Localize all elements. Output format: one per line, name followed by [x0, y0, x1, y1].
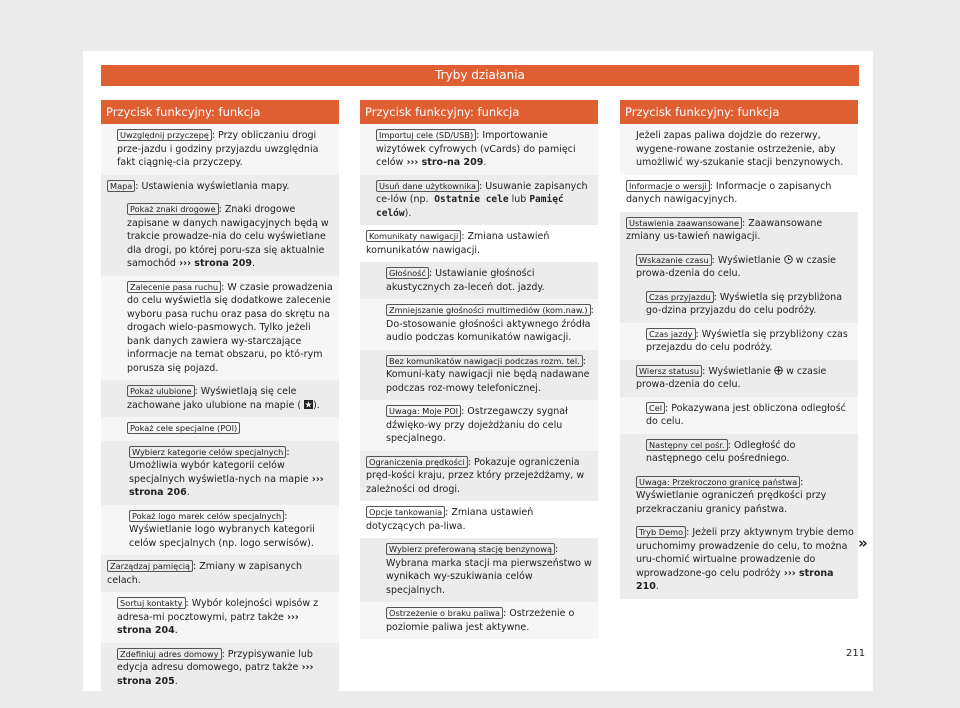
column-header: Przycisk funkcyjny: funkcja [101, 100, 339, 124]
table-row [360, 124, 598, 175]
function-key-label: Ostrzeżenie o braku paliwa [386, 607, 503, 619]
table-row [360, 451, 598, 502]
function-key-label: Zalecenie pasa ruchu [127, 281, 221, 293]
table-row [620, 323, 858, 360]
function-key-label: Wskazanie czasu [636, 254, 712, 266]
table-row [620, 471, 858, 522]
row-text: : Ustawienia wyświetlania mapy. [135, 180, 290, 192]
section-banner: Tryby działania [101, 65, 859, 86]
function-key-label: Usuń dane użytkownika [376, 180, 479, 192]
table-column-1 [101, 100, 339, 693]
table-row [360, 225, 598, 262]
column-header: Przycisk funkcyjny: funkcja [360, 100, 598, 124]
row-text: : Odległość do następnego celu pośredniego. [646, 439, 796, 464]
row-text-tail: ). [313, 399, 320, 411]
function-key-label: Ograniczenia prędkości [366, 456, 468, 468]
function-key-label: Pokaż cele specjalne (POI) [127, 422, 240, 434]
row-text: : Wyświetlanie [711, 254, 781, 266]
function-key-label: Ustawienia zaawansowane [626, 217, 742, 229]
row-text-tail: . [483, 157, 487, 168]
function-key-label: Uwaga: Moje POI [386, 405, 461, 417]
table-row [620, 124, 858, 175]
row-text-tail: w czasie prowa-dzenia do celu. [636, 365, 827, 390]
table-row [360, 501, 598, 538]
function-key-label: Zmniejszanie głośności multimediów (kom.naw.) [386, 304, 591, 316]
row-text: : Wyświetla się przybliżona go-dzina przyjazdu do celu podróży. [646, 291, 843, 316]
table-row [360, 400, 598, 451]
row-text: : Zmiana ustawień komunikatów nawigacji. [366, 231, 550, 256]
row-text: : Ostrzegawczy sygnał dźwięko-wy przy dojeżdżaniu do celu specjalnego. [386, 406, 568, 444]
row-text: : Przypisywanie lub edycja adresu domowego, patrz także [117, 648, 313, 673]
table-column-2 [360, 100, 598, 639]
table-row [360, 175, 598, 226]
function-key-label: Wybierz preferowaną stację benzynową [386, 543, 555, 555]
row-text: : Wyświetlają się cele zachowane jako ulubione na mapie ( [127, 386, 302, 411]
table-row [620, 521, 858, 599]
function-key-label: Importuj cele (SD/USB) [376, 129, 476, 141]
row-text: : Importowanie wizytówek cyfrowych (vCards) do pamięci celów [376, 130, 576, 168]
row-text: Jeżeli zapas paliwa dojdzie do rezerwy, wygene-rowane zostanie ostrzeżenie, aby umożliwić wy-szukanie stacji benzynowych. [636, 130, 844, 168]
function-key-label: Zdefiniuj adres domowy [117, 648, 222, 660]
table-row [101, 555, 339, 592]
table-row [360, 602, 598, 639]
row-text-tail: . [174, 675, 178, 687]
table-row [620, 175, 858, 212]
row-text: : Do-stosowanie głośności aktywnego źródła audio podczas komunikatów nawigacji. [386, 305, 594, 343]
table-row [101, 175, 339, 199]
table-rows [620, 124, 858, 599]
row-text: : Ustawianie głośności akustycznych za-leceń dot. jazdy. [386, 268, 545, 293]
table-row [101, 441, 339, 505]
page-reference[interactable]: ››› strona 210 [636, 567, 834, 592]
row-text: : Komuni-katy nawigacji nie będą nadawane podczas roz-mowy telefonicznej. [386, 355, 590, 394]
row-text: : Znaki drogowe zapisane w danych nawigacyjnych będą w trakcie prowadze-nia do celu wyświetlane dla drogi, po której poru-sza się aktualnie samochód [127, 204, 329, 269]
row-text: : Wybrana marka stacji ma pierwszeństwo w wynikach wy-szukiwania celów specjalnych. [386, 544, 592, 596]
table-row [360, 262, 598, 299]
clock-icon [781, 255, 793, 266]
table-row [101, 276, 339, 381]
table-row [620, 434, 858, 471]
row-text: : Wyświetlanie logo wybranych kategorii celów specjalnych (np. logo serwisów). [129, 510, 315, 549]
row-text: : Wyświetlanie ograniczeń prędkości przy przekraczaniu granicy państwa. [636, 476, 827, 515]
row-text: : Wyświetlanie [702, 365, 772, 377]
table-row [101, 380, 339, 417]
function-key-label: Tryb Demo [636, 526, 686, 538]
table-row [620, 212, 858, 249]
table-row [620, 286, 858, 323]
function-key-label: Uwzględnij przyczepę [117, 129, 212, 141]
star-icon [301, 400, 313, 411]
function-key-label: Komunikaty nawigacji [366, 230, 461, 242]
function-key-label: Bez komunikatów nawigacji podczas rozm. tel. [386, 355, 583, 367]
table-row [360, 538, 598, 602]
row-text-tail: w czasie prowa-dzenia do celu. [636, 254, 836, 279]
function-key-label: Mapa [107, 180, 135, 192]
table-row [360, 299, 598, 350]
row-text: : Jeżeli przy aktywnym trybie demo uruchomimy prowadzenie do celu, to można uru-chomić wirtualne prowadzenie do wprowadzone-go celu podróży [636, 527, 854, 579]
column-header: Przycisk funkcyjny: funkcja [620, 100, 858, 124]
table-rows [101, 124, 339, 693]
function-key-label: Informacje o wersji [626, 180, 710, 192]
menu-item-name: Pamięć celów [376, 194, 564, 219]
table-column-3 [620, 100, 858, 599]
page-reference[interactable]: ››› strona 205 [117, 662, 314, 687]
table-row [101, 592, 339, 643]
function-key-label: Cel [646, 402, 665, 414]
table-rows [360, 124, 598, 639]
row-text-tail: . [655, 581, 659, 592]
function-key-label: Pokaż ulubione [127, 385, 195, 397]
table-row [101, 417, 339, 441]
row-text: : Przy obliczaniu drogi prze-jazdu i godziny przyjazdu uwzględnia fakt ciągnię-cia przyczepy. [117, 130, 319, 168]
function-key-label: Sortuj kontakty [117, 597, 186, 609]
function-key-label: Opcje tankowania [366, 506, 445, 518]
row-text: : Wybór kolejności wpisów z adresa-mi pocztowymi, patrz także [117, 598, 319, 623]
page-number: 211 [846, 648, 866, 659]
continue-mark: » [858, 534, 868, 552]
table-row [620, 249, 858, 286]
menu-item-name: Ostatnie cele [428, 194, 509, 205]
function-key-label: Pokaż logo marek celów specjalnych [129, 510, 284, 522]
table-row [101, 505, 339, 556]
table-row [620, 397, 858, 434]
function-key-label: Wiersz statusu [636, 365, 702, 377]
table-row [101, 124, 339, 175]
row-text: : Pokazuje ograniczenia pręd-kości kraju, przez który przejeżdżamy, w zależności od drogi. [366, 456, 585, 495]
compass-icon [771, 366, 783, 377]
row-text: : Wyświetla się przybliżony czas przejazdu do celu podróży. [646, 328, 848, 353]
row-text: : Informacje o zapisanych danych nawigacyjnych. [626, 180, 832, 205]
table-row [620, 360, 858, 397]
page-reference[interactable]: ››› strona 206 [129, 473, 324, 498]
row-text: : W czasie prowadzenia do celu wyświetla się dodatkowe zalecenie wyboru pasa ruchu oraz pasa do skrętu na drogach wielo-pasmowych. Tylko jeżeli bank danych zawiera wy-starczające informacje na temat obszaru, po któ-rym porusza się pojazd. [127, 281, 333, 374]
row-text-tail: . [186, 487, 190, 498]
row-text: : Ostrzeżenie o poziomie paliwa jest aktywne. [386, 608, 575, 633]
row-text-tail: ). [404, 207, 412, 219]
function-key-label: Pokaż znaki drogowe [127, 203, 219, 215]
function-key-label: Uwaga: Przekroczono granicę państwa [636, 476, 800, 488]
function-key-label: Zarządzaj pamięcią [107, 560, 193, 572]
function-key-label: Czas przyjazdu [646, 291, 714, 303]
function-key-label: Głośność [386, 267, 429, 279]
function-key-label: Wybierz kategorie celów specjalnych [129, 446, 286, 458]
row-text-tail: . [174, 625, 178, 636]
table-row [360, 350, 598, 401]
page-reference[interactable]: ››› stro-na 209 [403, 157, 484, 168]
row-text: : Umożliwia wybór kategorii celów specjalnych wyświetla-nych na mapie [129, 446, 309, 485]
page-reference[interactable]: ››› strona 204 [117, 611, 299, 636]
row-text-tail: . [252, 258, 256, 269]
function-key-label: Czas jazdy [646, 328, 696, 340]
row-text: : Usuwanie zapisanych ce-lów (np. [376, 180, 588, 205]
row-text: : Zmiany w zapisanych celach. [107, 561, 303, 586]
row-text: : Pokazywana jest obliczona odległość do celu. [646, 402, 846, 427]
page-reference[interactable]: ››› strona 209 [175, 258, 253, 269]
row-text: : Zaawansowane zmiany us-tawień nawigacji. [626, 217, 823, 242]
table-row [101, 643, 339, 694]
row-text: lub [508, 194, 530, 205]
function-key-label: Następny cel pośr. [646, 439, 728, 451]
table-row [101, 198, 339, 276]
row-text: : Zmiana ustawień dotyczących pa-liwa. [366, 507, 534, 532]
